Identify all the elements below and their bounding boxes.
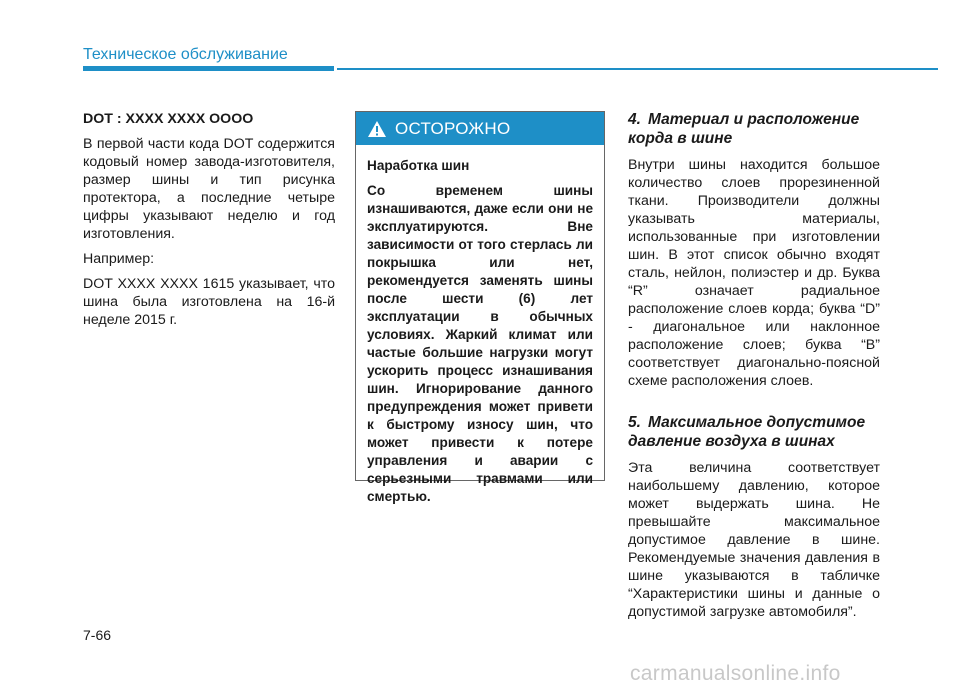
header-rule-thick [83,66,334,71]
header-rule-thin [337,68,938,70]
warning-box [355,111,605,504]
section-4-heading [628,110,880,148]
warning-text: Со временем шины изнашиваются, даже если они не эксплуатируются. Вне зависимости от того стерлась ли покрышка или нет, рекомендуется заменять шины после шести (6) лет эксплуатации в обычных условиях. Жаркий климат или частые большие нагрузки могут ускорить процесс изнашивания шин. Игнорирование данного предупреждения может привети к быстрому износу шин, что может привести к потере управления и аварии с серьезными травмами или смертью. [367,183,593,504]
section-5-title: Максимальное допустимое давление воздуха в шинах [628,414,866,450]
column-left [83,110,335,336]
section-4-title: Материал и расположение корда в шине [628,111,860,147]
section-5-text: Эта величина соответствует наибольшему давлению, которое может выдержать шина. Не превышайте максимальное допустимое давление в шине. Рекомендуемые значения давления в шине указываются в табличке “Характеристики шины и данные о допустимой загрузке автомобиля”. [628,460,880,620]
warning-subtitle: Наработка шин [367,158,470,173]
example-text: DOT XXXX XXXX 1615 указывает, что шина была изготовлена на 16-й неделе 2015 г. [83,276,335,328]
dot-code-title: DOT : XXXX XXXX OOOO [83,111,254,127]
section-title: Техническое обслуживание [83,46,288,63]
warning-triangle-icon [367,120,387,138]
section-5-heading [628,413,880,451]
section-5-number: 5. [628,414,641,431]
watermark: carmanualsonline.info [630,662,841,685]
dot-code-description: В первой части кода DOT содержится кодовый номер завода-изготовителя, размер шины и тип рисунка протектора, а последние четыре цифры указывают неделю и год изготовления. [83,136,335,242]
warning-title: ОСТОРОЖНО [395,118,511,138]
page-number: 7-66 [83,627,112,643]
warning-body [356,145,604,506]
column-right [628,110,880,628]
section-4-text: Внутри шины находится большое количество слоев прорезиненной ткани. Производители должны указывать материалы, использованные при изготовлении шин. В этот список обычно входят сталь, нейлон, полиэстер и др. Буква “R” означает радиальное расположение слоев корда; буква “D” - диагональное или наклонное расположение слоев; буква “B” соответствует диагонально-поясной схеме расположения слоев. [628,157,880,389]
example-label: Например: [83,251,155,267]
section-4-number: 4. [628,111,641,128]
warning-header [356,112,604,145]
